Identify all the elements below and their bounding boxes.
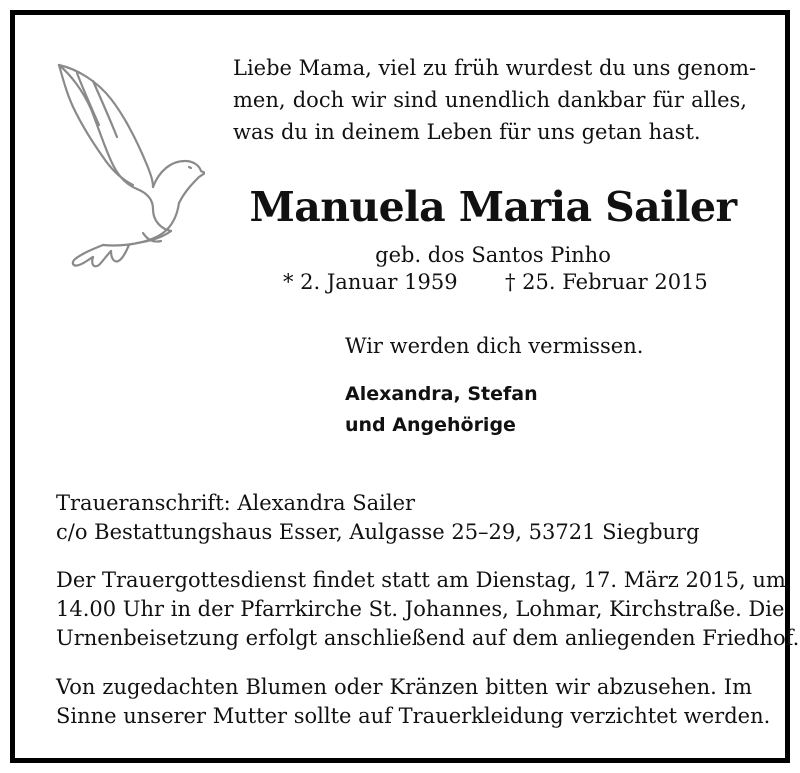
death-date: † 25. Februar 2015 (505, 270, 708, 294)
intro-text (233, 52, 757, 148)
service-info (56, 566, 800, 653)
obituary-notice (10, 10, 800, 763)
mourning-address (56, 489, 752, 547)
service-line: 14.00 Uhr in der Pfarrkirche St. Johannes, Lohmar, Kirchstraße. Die (56, 597, 785, 621)
address-line: Traueranschrift: Alexandra Sailer (56, 491, 416, 515)
service-line: Der Trauergottesdienst findet statt am Dienstag, 17. März 2015, um (56, 568, 786, 592)
birth-name: geb. dos Santos Pinho (375, 243, 611, 267)
intro-line: men, doch wir sind unendlich dankbar für alles, (233, 88, 747, 112)
flowers-line: Von zugedachten Blumen oder Kränzen bitten wir abzusehen. Im (56, 675, 752, 699)
signers (345, 379, 538, 441)
birth-date: * 2. Januar 1959 (283, 270, 458, 294)
deceased-name: Manuela Maria Sailer (249, 183, 737, 231)
address-line: c/o Bestattungshaus Esser, Aulgasse 25–29, 53721 Siegburg (56, 520, 700, 544)
service-line: Urnenbeisetzung erfolgt anschließend auf dem anliegenden Friedhof. (56, 626, 800, 650)
intro-line: was du in deinem Leben für uns getan hast. (233, 120, 701, 144)
signer-line: Alexandra, Stefan (345, 383, 538, 405)
flowers-note (56, 673, 771, 731)
intro-line: Liebe Mama, viel zu früh wurdest du uns genom- (233, 56, 757, 80)
flowers-line: Sinne unserer Mutter sollte auf Trauerkleidung verzichtet werden. (56, 704, 771, 728)
dove-icon (53, 53, 205, 271)
signer-line: und Angehörige (345, 414, 516, 436)
farewell-text: Wir werden dich vermissen. (345, 334, 644, 358)
